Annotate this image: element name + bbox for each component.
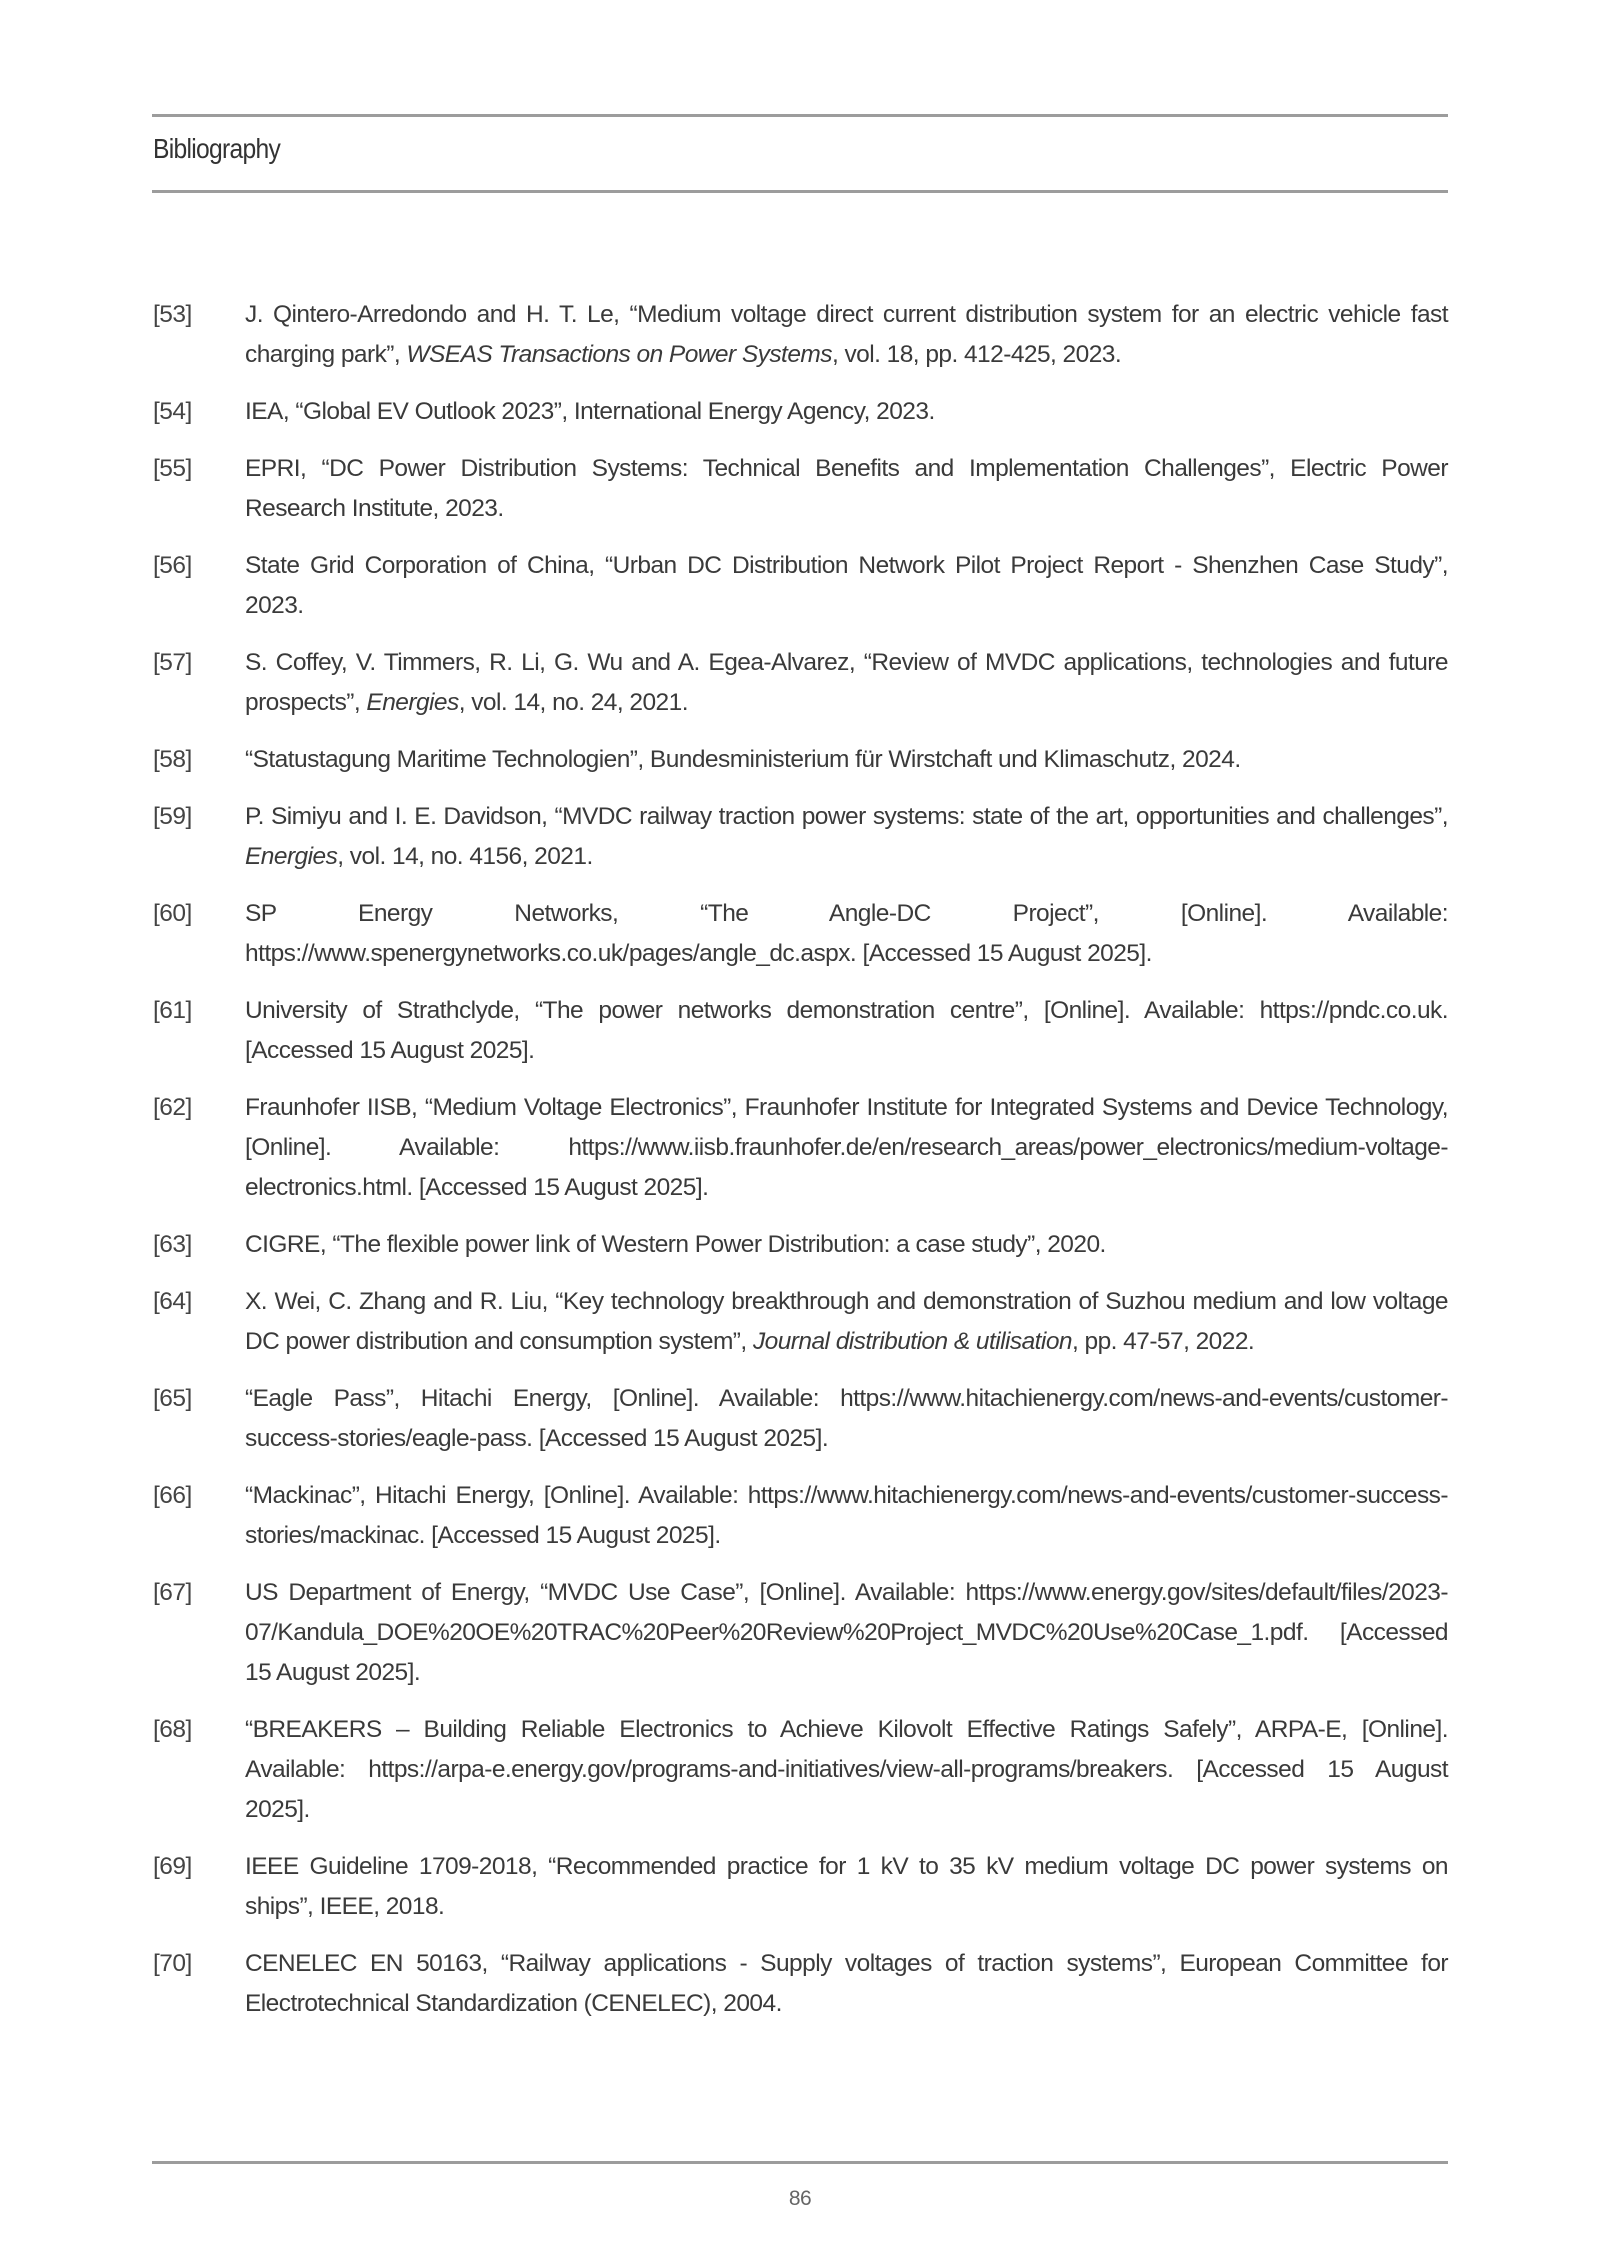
header-bottom-rule	[152, 190, 1448, 193]
reference-item	[153, 894, 1448, 974]
reference-text	[245, 1476, 1448, 1556]
reference-item	[153, 449, 1448, 529]
reference-text-main: US Department of Energy, “MVDC Use Case”, [Online]. Available: https://www.energy.gov/sites/default/files/2023-07/Kandula_DOE%20OE%20TRAC%20Peer%20Review%20Project_MVDC%20Use%20Case_1.pdf. [Accessed 15 August 2025].	[245, 1579, 1448, 1686]
reference-text	[245, 449, 1448, 529]
reference-text	[245, 740, 1448, 780]
reference-item	[153, 643, 1448, 723]
reference-number: [70]	[153, 1950, 192, 1977]
running-head-title: Bibliography	[153, 133, 281, 164]
reference-text	[245, 797, 1448, 877]
reference-item	[153, 1710, 1448, 1830]
reference-text-tail: , vol. 18, pp. 412-425, 2023.	[831, 341, 1122, 368]
reference-text-main: CENELEC EN 50163, “Railway applications - Supply voltages of traction systems”, European Committee for Electrotechnical Standardization (CENELEC), 2004.	[245, 1950, 1448, 2017]
reference-text-main: State Grid Corporation of China, “Urban DC Distribution Network Pilot Project Report - Shenzhen Case Study”, 2023.	[245, 552, 1448, 619]
reference-text-main: Fraunhofer IISB, “Medium Voltage Electronics”, Fraunhofer Institute for Integrated Systems and Device Technology, [Online]. Available: https://www.iisb.fraunhofer.de/en/research_areas/power_electronics/medium-voltage-electronics.html. [Accessed 15 August 2025].	[245, 1094, 1448, 1201]
reference-item	[153, 1379, 1448, 1459]
reference-text	[245, 1944, 1448, 2024]
reference-text	[245, 643, 1448, 723]
reference-source-italic: Journal distribution & utilisation	[752, 1328, 1072, 1355]
header-top-rule	[152, 114, 1448, 117]
reference-text	[245, 1088, 1448, 1208]
reference-item	[153, 1225, 1448, 1265]
reference-text-tail: , pp. 47-57, 2022.	[1071, 1328, 1255, 1355]
reference-item	[153, 1847, 1448, 1927]
reference-number: [65]	[153, 1385, 192, 1412]
reference-text	[245, 392, 1448, 432]
reference-item	[153, 295, 1448, 375]
reference-item	[153, 991, 1448, 1071]
reference-number: [66]	[153, 1482, 192, 1509]
reference-number: [53]	[153, 301, 192, 328]
reference-number: [64]	[153, 1288, 192, 1315]
reference-source-italic: Energies	[366, 689, 459, 716]
reference-text	[245, 1282, 1448, 1362]
reference-item	[153, 740, 1448, 780]
reference-number: [54]	[153, 398, 192, 425]
reference-text-main: P. Simiyu and I. E. Davidson, “MVDC railway traction power systems: state of the art, opportunities and challenges”,	[245, 803, 1448, 830]
reference-text	[245, 1710, 1448, 1830]
reference-number: [55]	[153, 455, 192, 482]
reference-text-main: “BREAKERS – Building Reliable Electronics to Achieve Kilovolt Effective Ratings Safely”, ARPA-E, [Online]. Available: https://arpa-e.energy.gov/programs-and-initiatives/view-all-programs/breakers. [Accessed 15 August 2025].	[245, 1716, 1448, 1823]
reference-text-main: X. Wei, C. Zhang and R. Liu, “Key technology breakthrough and demonstration of Suzhou medium and low voltage DC power distribution and consumption system”,	[245, 1288, 1448, 1355]
reference-number: [62]	[153, 1094, 192, 1121]
reference-number: [61]	[153, 997, 192, 1024]
reference-item	[153, 392, 1448, 432]
reference-number: [68]	[153, 1716, 192, 1743]
reference-text	[245, 295, 1448, 375]
reference-text-main: “Statustagung Maritime Technologien”, Bundesministerium für Wirstchaft und Klimaschutz, 2024.	[245, 746, 1241, 773]
reference-source-italic: WSEAS Transactions on Power Systems	[406, 341, 832, 368]
reference-number: [56]	[153, 552, 192, 579]
reference-item	[153, 1282, 1448, 1362]
reference-number: [57]	[153, 649, 192, 676]
reference-text-main: University of Strathclyde, “The power networks demonstration centre”, [Online]. Available: https://pndc.co.uk. [Accessed 15 August 2025].	[245, 997, 1448, 1064]
reference-list	[153, 295, 1448, 2041]
reference-text-tail: , vol. 14, no. 4156, 2021.	[337, 843, 593, 870]
reference-text-main: J. Qintero-Arredondo and H. T. Le, “Medium voltage direct current distribution system for an electric vehicle fast charging park”,	[245, 301, 1448, 368]
reference-text-main: “Mackinac”, Hitachi Energy, [Online]. Available: https://www.hitachienergy.com/news-and-events/customer-success-stories/mackinac. [Accessed 15 August 2025].	[245, 1482, 1448, 1549]
reference-text	[245, 1847, 1448, 1927]
reference-text	[245, 894, 1448, 974]
reference-number: [63]	[153, 1231, 192, 1258]
reference-text-main: “Eagle Pass”, Hitachi Energy, [Online]. Available: https://www.hitachienergy.com/news-and-events/customer-success-stories/eagle-pass. [Accessed 15 August 2025].	[245, 1385, 1448, 1452]
reference-text-main: IEA, “Global EV Outlook 2023”, International Energy Agency, 2023.	[245, 398, 935, 425]
reference-text-main: CIGRE, “The flexible power link of Western Power Distribution: a case study”, 2020.	[245, 1231, 1106, 1258]
reference-item	[153, 797, 1448, 877]
reference-text	[245, 546, 1448, 626]
reference-item	[153, 1944, 1448, 2024]
reference-number: [60]	[153, 900, 192, 927]
reference-source-italic: Energies	[245, 843, 338, 870]
reference-text-main: S. Coffey, V. Timmers, R. Li, G. Wu and A. Egea-Alvarez, “Review of MVDC applications, technologies and future prospects”,	[245, 649, 1448, 716]
footer-rule	[152, 2161, 1448, 2164]
reference-text-main: IEEE Guideline 1709-2018, “Recommended practice for 1 kV to 35 kV medium voltage DC power systems on ships”, IEEE, 2018.	[245, 1853, 1448, 1920]
page-number: 86	[788, 2187, 812, 2210]
reference-text-main: SP Energy Networks, “The Angle-DC Project”, [Online]. Available: https://www.spenergynetworks.co.uk/pages/angle_dc.aspx. [Accessed 15 August 2025].	[245, 900, 1448, 967]
reference-text	[245, 1379, 1448, 1459]
reference-text	[245, 1573, 1448, 1693]
reference-text	[245, 1225, 1448, 1265]
reference-number: [59]	[153, 803, 192, 830]
reference-text	[245, 991, 1448, 1071]
reference-item	[153, 546, 1448, 626]
reference-text-main: EPRI, “DC Power Distribution Systems: Technical Benefits and Implementation Challenges”, Electric Power Research Institute, 2023.	[245, 455, 1448, 522]
reference-item	[153, 1088, 1448, 1208]
reference-number: [69]	[153, 1853, 192, 1880]
reference-text-tail: , vol. 14, no. 24, 2021.	[458, 689, 688, 716]
reference-item	[153, 1573, 1448, 1693]
reference-item	[153, 1476, 1448, 1556]
reference-number: [67]	[153, 1579, 192, 1606]
reference-number: [58]	[153, 746, 192, 773]
